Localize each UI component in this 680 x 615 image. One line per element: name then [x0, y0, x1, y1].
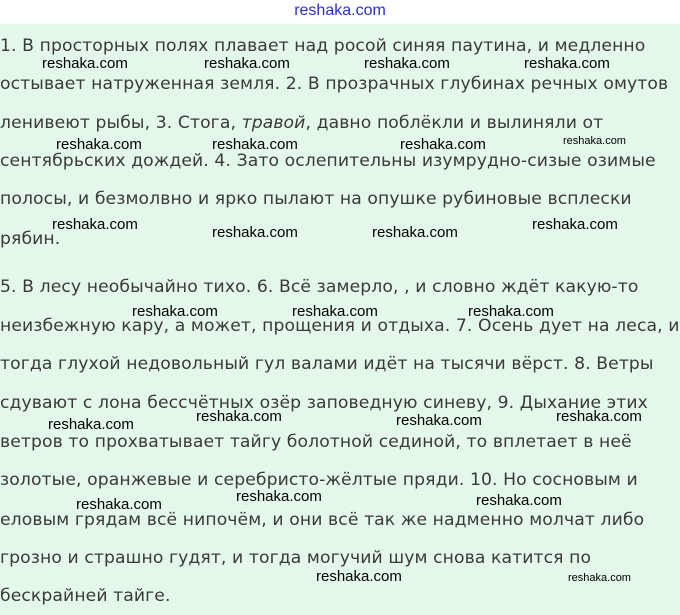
- watermark: reshaka.com: [236, 488, 322, 505]
- text-line: неизбежную кару, а может, прощения и отдыха. 7. Осень дует на леса, и: [0, 316, 680, 336]
- watermark: reshaka.com: [52, 216, 138, 233]
- watermark: reshaka.com: [42, 55, 128, 72]
- watermark: reshaka.com: [400, 136, 486, 153]
- text-line: бескрайней тайге.: [0, 586, 171, 606]
- text-line: полосы, и безмолвно и ярко пылают на опушке рубиновые всплески: [0, 189, 632, 209]
- text-line: грозно и страшно гудят, и тогда могучий шум снова катится по: [0, 548, 592, 568]
- watermark: reshaka.com: [364, 55, 450, 72]
- watermark: reshaka.com: [212, 224, 298, 241]
- watermark: reshaka.com: [196, 408, 282, 425]
- watermark: reshaka.com: [212, 136, 298, 153]
- header-watermark: reshaka.com: [294, 2, 386, 19]
- text-line: тогда глухой недовольный гул валами идёт на тысячи вёрст. 8. Ветры: [0, 354, 654, 374]
- text-line: 5. В лесу необычайно тихо. 6. Всё замерло, , и словно ждёт какую-то: [0, 277, 639, 297]
- watermark: reshaka.com: [76, 496, 162, 513]
- text-line: 1. В просторных полях плавает над росой синяя паутина, и медленно: [0, 36, 646, 56]
- text-line: сентябрьских дождей. 4. Зато ослепительны изумрудно-сизые озимые: [0, 151, 656, 171]
- emphasis-word: травой: [241, 113, 306, 133]
- text-segment: ленивеют рыбы, 3. Стога,: [0, 113, 242, 133]
- text-segment: , давно поблёкли и вылиняли от: [305, 113, 604, 133]
- watermark: reshaka.com: [568, 572, 631, 584]
- watermark: reshaka.com: [56, 136, 142, 153]
- watermark: reshaka.com: [468, 303, 554, 320]
- watermark: reshaka.com: [524, 55, 610, 72]
- text-line: рябин.: [0, 229, 61, 249]
- text-line: золотые, оранжевые и серебристо-жёлтые пряди. 10. Но сосновым и: [0, 470, 638, 490]
- watermark: reshaka.com: [396, 412, 482, 429]
- text-line: еловым грядам всё нипочём, и они всё так же надменно молчат либо: [0, 510, 645, 530]
- watermark: reshaka.com: [476, 492, 562, 509]
- watermark: reshaka.com: [532, 216, 618, 233]
- watermark: reshaka.com: [563, 135, 626, 147]
- watermark: reshaka.com: [292, 303, 378, 320]
- watermark: reshaka.com: [316, 568, 402, 585]
- watermark: reshaka.com: [204, 55, 290, 72]
- watermark: reshaka.com: [556, 408, 642, 425]
- watermark: reshaka.com: [132, 303, 218, 320]
- watermark: reshaka.com: [372, 224, 458, 241]
- text-line: остывает натруженная земля. 2. В прозрачных глубинах речных омутов: [0, 74, 669, 94]
- text-line: ветров то прохватывает тайгу болотной сединой, то вплетает в неё: [0, 432, 632, 452]
- text-line: сдувают с лона бессчётных озёр заповедную синеву, 9. Дыхание этих: [0, 393, 648, 413]
- watermark: reshaka.com: [48, 416, 134, 433]
- text-line: [0, 113, 603, 133]
